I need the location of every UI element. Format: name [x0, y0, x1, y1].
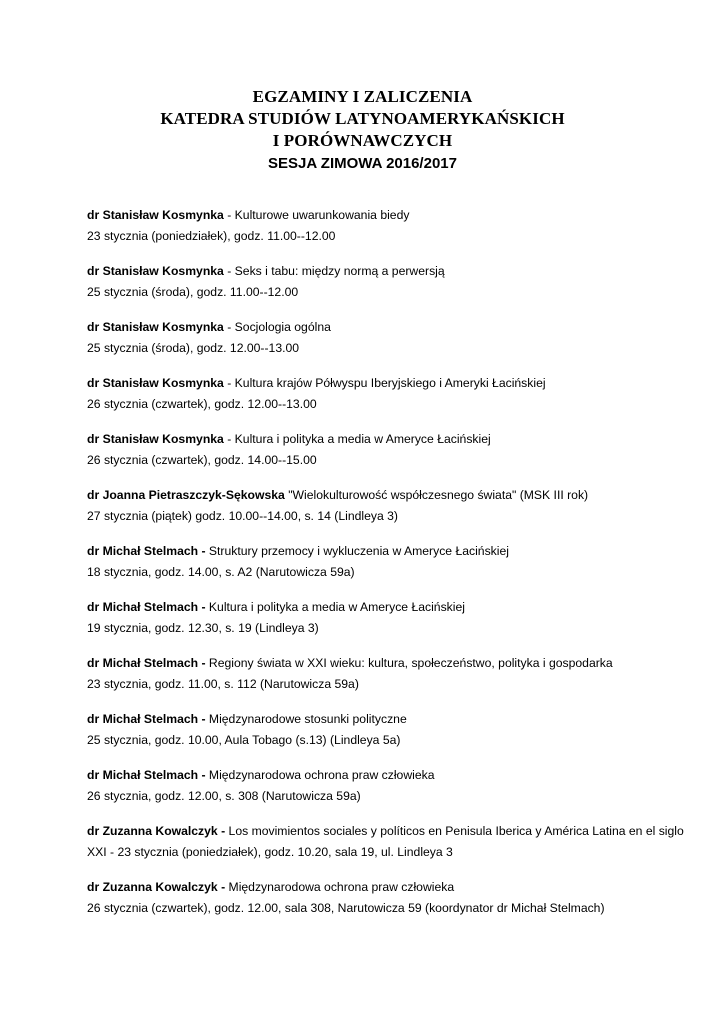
exam-entry — [87, 821, 687, 862]
exam-details: 19 stycznia, godz. 12.30, s. 19 (Lindleya 3) — [87, 620, 319, 635]
course-title: "Wielokulturowość współczesnego świata" (MSK III rok) — [284, 488, 589, 502]
exam-details: 23 stycznia, godz. 11.00, s. 112 (Narutowicza 59a) — [87, 676, 359, 691]
exam-details: 25 stycznia (środa), godz. 12.00--13.00 — [87, 340, 300, 355]
header-title: EGZAMINY I ZALICZENIA — [252, 87, 473, 106]
lecturer-name: dr Stanisław Kosmynka — [87, 208, 224, 222]
course-title: Los movimientos sociales y políticos en Penisula Iberica y América Latina en el siglo XXI - 23 stycznia (poniedziałek), godz. 10.20, sala 19, ul. Lindleya 3 — [87, 824, 684, 859]
lecturer-name: dr Michał Stelmach - — [87, 656, 206, 670]
lecturer-name: dr Michał Stelmach - — [87, 768, 206, 782]
exam-entry — [87, 877, 687, 918]
exam-entry — [87, 765, 687, 806]
exam-entry — [87, 709, 687, 750]
lecturer-name: dr Michał Stelmach - — [87, 712, 206, 726]
header-department: KATEDRA STUDIÓW LATYNOAMERYKAŃSKICH — [160, 109, 565, 128]
course-title: Międzynarodowe stosunki polityczne — [205, 712, 407, 726]
exam-entry — [87, 485, 687, 526]
exam-details: 18 stycznia, godz. 14.00, s. A2 (Narutowicza 59a) — [87, 564, 355, 579]
header-department-cont: I PORÓWNAWCZYCH — [272, 131, 453, 150]
course-title: - Kultura krajów Półwyspu Iberyjskiego i Ameryki Łacińskiej — [223, 376, 546, 390]
lecturer-name: dr Zuzanna Kowalczyk - — [87, 824, 226, 838]
course-title: Międzynarodowa ochrona praw człowieka — [205, 768, 435, 782]
lecturer-name: dr Michał Stelmach - — [87, 544, 206, 558]
course-title: Międzynarodowa ochrona praw człowieka — [225, 880, 455, 894]
lecturer-name: dr Joanna Pietraszczyk-Sękowska — [87, 488, 285, 502]
exam-list — [87, 205, 687, 933]
exam-entry — [87, 429, 687, 470]
exam-entry — [87, 597, 687, 638]
header-session: SESJA ZIMOWA 2016/2017 — [268, 155, 457, 172]
exam-details: 27 stycznia (piątek) godz. 10.00--14.00, s. 14 (Lindleya 3) — [87, 508, 398, 523]
course-title: Struktury przemocy i wykluczenia w Ameryce Łacińskiej — [205, 544, 509, 558]
course-title: Kultura i polityka a media w Ameryce Łacińskiej — [205, 600, 465, 614]
exam-entry — [87, 317, 687, 358]
course-title: - Kulturowe uwarunkowania biedy — [223, 208, 410, 222]
course-title: Regiony świata w XXI wieku: kultura, społeczeństwo, polityka i gospodarka — [205, 656, 613, 670]
exam-entry — [87, 653, 687, 694]
exam-details: 23 stycznia (poniedziałek), godz. 11.00--12.00 — [87, 228, 336, 243]
exam-entry — [87, 541, 687, 582]
exam-entry — [87, 205, 687, 246]
course-title: - Kultura i polityka a media w Ameryce Łacińskiej — [223, 432, 491, 446]
course-title: - Seks i tabu: między normą a perwersją — [223, 264, 445, 278]
exam-entry — [87, 261, 687, 302]
lecturer-name: dr Michał Stelmach - — [87, 600, 206, 614]
lecturer-name: dr Stanisław Kosmynka — [87, 264, 224, 278]
document-header — [0, 86, 725, 175]
exam-details: 26 stycznia, godz. 12.00, s. 308 (Narutowicza 59a) — [87, 788, 361, 803]
lecturer-name: dr Stanisław Kosmynka — [87, 376, 224, 390]
exam-details: 25 stycznia (środa), godz. 11.00--12.00 — [87, 284, 299, 299]
lecturer-name: dr Stanisław Kosmynka — [87, 432, 224, 446]
course-title: - Socjologia ogólna — [223, 320, 331, 334]
exam-details: 26 stycznia (czwartek), godz. 12.00--13.00 — [87, 396, 317, 411]
exam-details: 26 stycznia (czwartek), godz. 12.00, sala 308, Narutowicza 59 (koordynator dr Michał Stelmach) — [87, 900, 605, 915]
exam-details: 25 stycznia, godz. 10.00, Aula Tobago (s.13) (Lindleya 5a) — [87, 732, 401, 747]
exam-entry — [87, 373, 687, 414]
lecturer-name: dr Zuzanna Kowalczyk - — [87, 880, 226, 894]
lecturer-name: dr Stanisław Kosmynka — [87, 320, 224, 334]
exam-details: 26 stycznia (czwartek), godz. 14.00--15.00 — [87, 452, 317, 467]
